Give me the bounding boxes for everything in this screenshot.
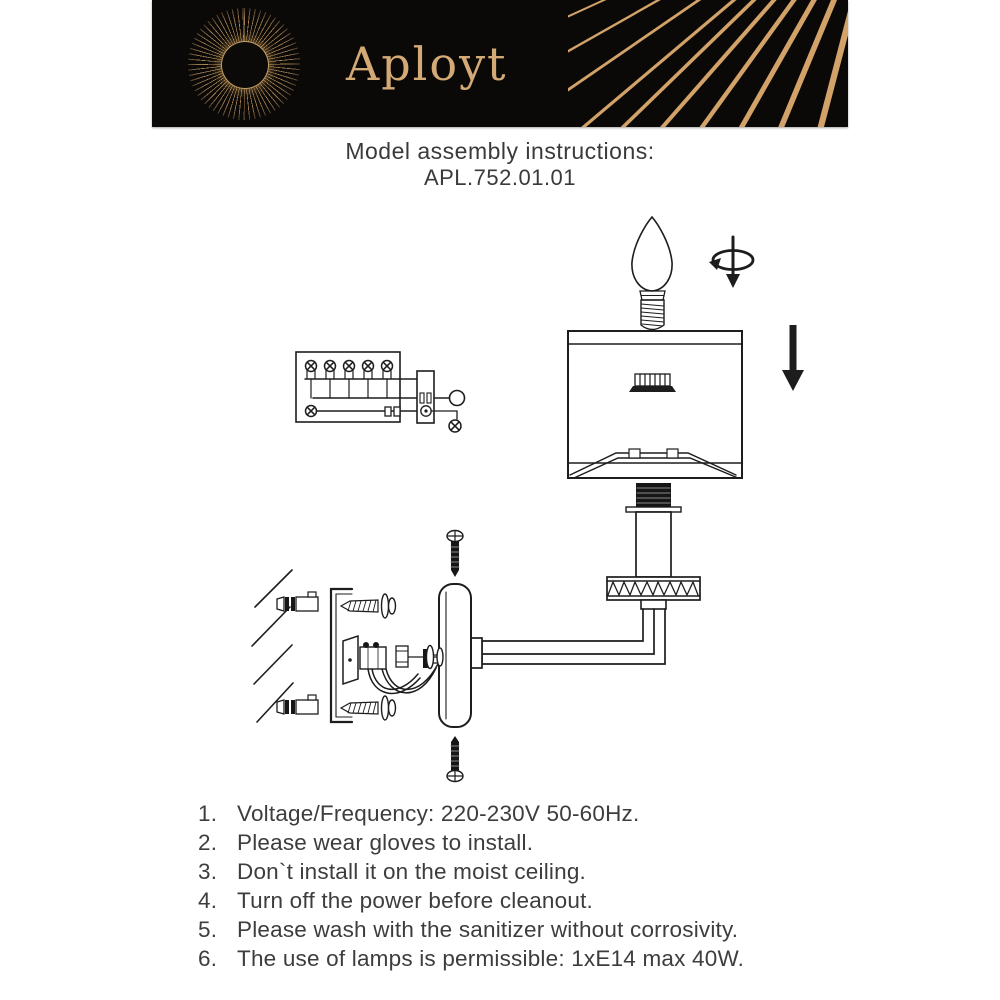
list-item [198, 799, 744, 828]
assembly-diagram [0, 200, 1000, 800]
sunburst-core [221, 41, 269, 89]
item-text: Turn off the power before cleanout. [237, 888, 593, 913]
item-text: The use of lamps is permissible: 1xE14 max 40W. [237, 946, 745, 971]
item-text: Please wash with the sanitizer without corrosivity. [237, 917, 739, 942]
lampshade [568, 331, 742, 478]
instruction-list [198, 799, 744, 973]
wiring-schematic [296, 352, 465, 432]
item-text: Don`t install it on the moist ceiling. [237, 859, 587, 884]
item-text: Please wear gloves to install. [237, 830, 534, 855]
item-number: 3. [198, 859, 218, 884]
item-number: 1. [198, 801, 218, 826]
brand-banner [152, 0, 848, 127]
candle-bulb [632, 217, 672, 330]
wall-hatching [252, 570, 293, 722]
list-item [198, 857, 744, 886]
terminal-plate [343, 636, 358, 684]
item-number: 4. [198, 888, 218, 913]
sunburst-logo-icon [188, 8, 300, 120]
list-item [198, 886, 744, 915]
list-item [198, 944, 744, 973]
socket-sleeve [636, 512, 671, 577]
lamp-arm [469, 609, 665, 668]
list-item [198, 915, 744, 944]
page-title: Model assembly instructions: [345, 138, 655, 164]
model-number: APL.752.01.01 [423, 165, 577, 190]
banner-rays-icon [568, 0, 848, 127]
socket-assembly [607, 483, 700, 609]
brand-wordmark: Aployt [346, 36, 508, 91]
decorative-crown-ring [607, 577, 700, 600]
item-number: 5. [198, 917, 218, 942]
slide-down-arrow-icon [782, 325, 804, 391]
item-text: Voltage/Frequency: 220-230V 50-60Hz. [237, 801, 640, 826]
shade-socket-glyph [629, 374, 676, 392]
list-item [198, 828, 744, 857]
item-number: 6. [198, 946, 218, 971]
rotate-bulb-arrow-icon [709, 237, 753, 288]
item-number: 2. [198, 830, 218, 855]
